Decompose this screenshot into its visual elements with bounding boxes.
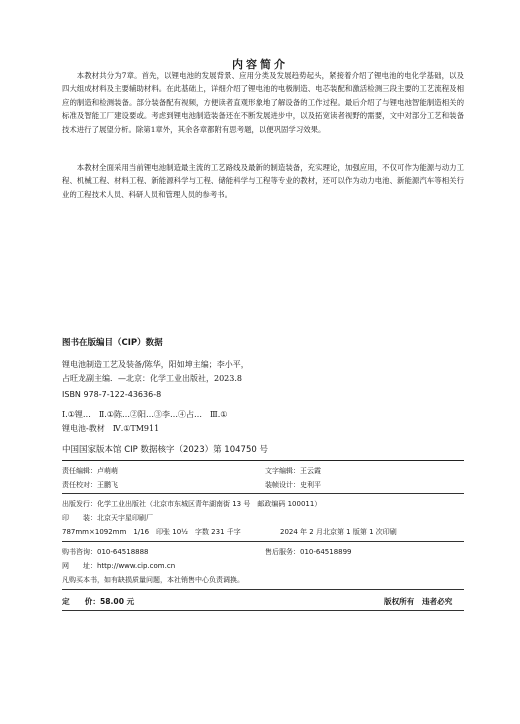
intro-paragraph-2: 本教材全面采用当前锂电池制造最主流的工艺路线及最新的制造装备，充实理论，加强应用，不仅可作为能源与动力工程、机械工程、材料工程、新能源科学与工程、储能科学与工程等专业的教材，还可以作为动力电池、新能源汽车等相关行业的工程技术人员、科研人员和管理人员的参考书。 (62, 163, 464, 199)
page-heading: 内容简介 (232, 58, 288, 71)
printer-info: 印 装：北京天宇星印刷厂 (62, 514, 153, 522)
divider (62, 493, 464, 494)
after-sales-hotline: 售后服务：010-64518899 (265, 548, 352, 556)
cip-title-line-1: 锂电池制造工艺及装备/陈华，阳如坤主编；李小平， (62, 360, 249, 369)
price: 定 价：58.00 元 (62, 597, 135, 606)
text-editor: 文字编辑：王云霞 (265, 467, 321, 475)
divider (62, 589, 464, 590)
proofreader: 责任校对：王鹏飞 (62, 481, 118, 489)
edition-info: 2024 年 2 月北京第 1 版第 1 次印刷 (280, 528, 397, 536)
website: 网 址：http://www.cip.com.cn (62, 562, 176, 570)
cip-title: 图书在版编目（CIP）数据 (62, 338, 163, 348)
return-notice: 凡购买本书，如有缺损质量问题，本社销售中心负责调换。 (62, 576, 244, 584)
divider (62, 610, 464, 611)
cip-class-line-1: Ⅰ.①锂… Ⅱ.①陈…②阳…③李…④占… Ⅲ.① (62, 410, 228, 419)
cip-record-number: 中国国家版本馆 CIP 数据核字（2023）第 104750 号 (62, 445, 268, 455)
purchase-hotline: 购书咨询：010-64518888 (62, 548, 149, 556)
cip-title-line-2: 占旺龙副主编．—北京：化学工业出版社，2023.8 (62, 374, 242, 383)
copyright-notice: 版权所有 违者必究 (384, 597, 453, 606)
responsible-editor: 责任编辑：卢萌萌 (62, 467, 118, 475)
divider (62, 541, 464, 542)
cover-designer: 装帧设计：史利平 (265, 481, 321, 489)
cip-class-line-2: 锂电池-教材 Ⅳ.①TM911 (62, 424, 160, 433)
intro-paragraph-1: 本教材共分为7章。首先，以锂电池的发展背景、应用分类及发展趋势起头，紧接着介绍了锂电池的电化学基础，以及四大组成材料及主要辅助材料。在此基础上，详细介绍了锂电池的电极制造、电芯装配和激活检测三段主要的工艺流程及相应的制造和检测装备。部分装备配有视频，方便读者直观形象地了解设备的工作过程。最后介绍了与锂电池智能制造相关的标准及智能工厂建设要或。考虑到锂电池制造装备还在不断发展进步中，以及拓宽读者视野的需要，文中对部分工艺和装备技术进行了展望分析。除第1章外，其余各章都附有思考题，以便巩固学习效果。 (62, 71, 464, 134)
publisher-info: 出版发行：化学工业出版社（北京市东城区青年湖南街 13 号 邮政编码 100011） (62, 500, 322, 508)
format-info: 787mm×1092mm 1/16 印张 10½ 字数 231 千字 (62, 528, 241, 536)
divider (62, 460, 464, 461)
cip-isbn: ISBN 978-7-122-43636-8 (62, 390, 162, 399)
